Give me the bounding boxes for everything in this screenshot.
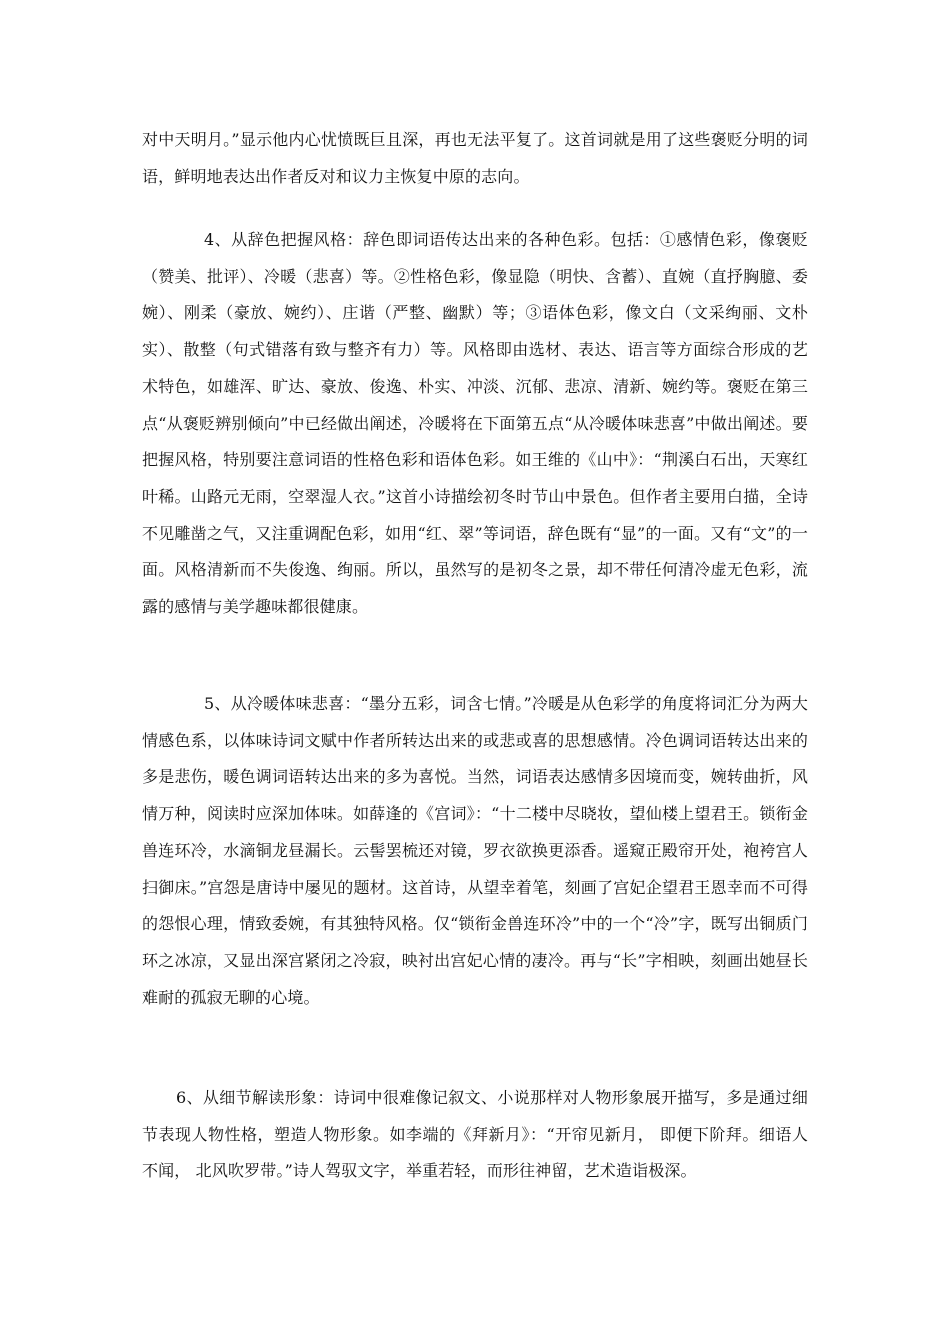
paragraph-emotion-by-warm-cold: 5、从冷暖体味悲喜：“墨分五彩，词含七情。”冷暖是从色彩学的角度将词汇分为两大情感色系，以体味诗词文赋中作者所转达出来的或悲或喜的思想感情。冷色调词语转达出来的多是悲伤，暖色调词语转达出来的多为喜悦。当然，词语表达感情多因境而变，婉转曲折，风情万种，阅读时应深加体味。如薛逢的《宫词》：“十二楼中尽晓妆，望仙楼上望君王。锁衔金兽连环冷，水滴铜龙昼漏长。云髻罢梳还对镜，罗衣欲换更添香。遥窥正殿帘开处，袍袴宫人扫御床。”宫怨是唐诗中屡见的题材。这首诗，从望幸着笔，刻画了宫妃企望君王恩幸而不可得的怨恨心理，情致委婉，有其独特风格。仅“锁衔金兽连环冷”中的一个“冷”字，既写出铜质门环之冰凉，又显出深宫紧闭之冷寂，映衬出宫妃心情的凄冷。再与“长”字相映，刻画出她昼长难耐的孤寂无聊的心境。 xyxy=(142,694,808,1007)
paragraph-image-by-detail: 6、从细节解读形象：诗词中很难像记叙文、小说那样对人物形象展开描写，多是通过细节表现人物性格，塑造人物形象。如李端的《拜新月》：“开帘见新月， 即便下阶拜。细语人不闻， 北风吹罗带。”诗人驾驭文字，举重若轻，而形往神留，艺术造诣极深。 xyxy=(142,1088,808,1181)
paragraph-style-by-word-color: 4、从辞色把握风格：辞色即词语传达出来的各种色彩。包括：①感情色彩，像褒贬（赞美、批评）、冷暖（悲喜）等。②性格色彩，像显隐（明快、含蓄）、直婉（直抒胸臆、委婉）、刚柔（豪放、婉约）、庄谐（严整、幽默）等；③语体色彩，像文白（文采绚丽、文朴实）、散整（句式错落有致与整齐有力）等。风格即由选材、表达、语言等方面综合形成的艺术特色，如雄浑、旷达、豪放、俊逸、朴实、冲淡、沉郁、悲凉、清新、婉约等。褒贬在第三点“从褒贬辨别倾向”中已经做出阐述，冷暖将在下面第五点“从冷暖体味悲喜”中做出阐述。要把握风格，特别要注意词语的性格色彩和语体色彩。如王维的《山中》：“荆溪白石出，天寒红叶稀。山路元无雨，空翠湿人衣。”这首小诗描绘初冬时节山中景色。但作者主要用白描，全诗不见雕凿之气，又注重调配色彩，如用“红、翠”等词语，辞色既有“显”的一面。又有“文”的一面。风格清新而不失俊逸、绚丽。所以，虽然写的是初冬之景，却不带任何清冷虚无色彩，流露的感情与美学趣味都很健康。 xyxy=(142,230,808,617)
paragraph-continuation: 对中天明月。”显示他内心忧愤既巨且深，再也无法平复了。这首词就是用了这些褒贬分明的词语，鲜明地表达出作者反对和议力主恢复中原的志向。 xyxy=(142,130,808,186)
